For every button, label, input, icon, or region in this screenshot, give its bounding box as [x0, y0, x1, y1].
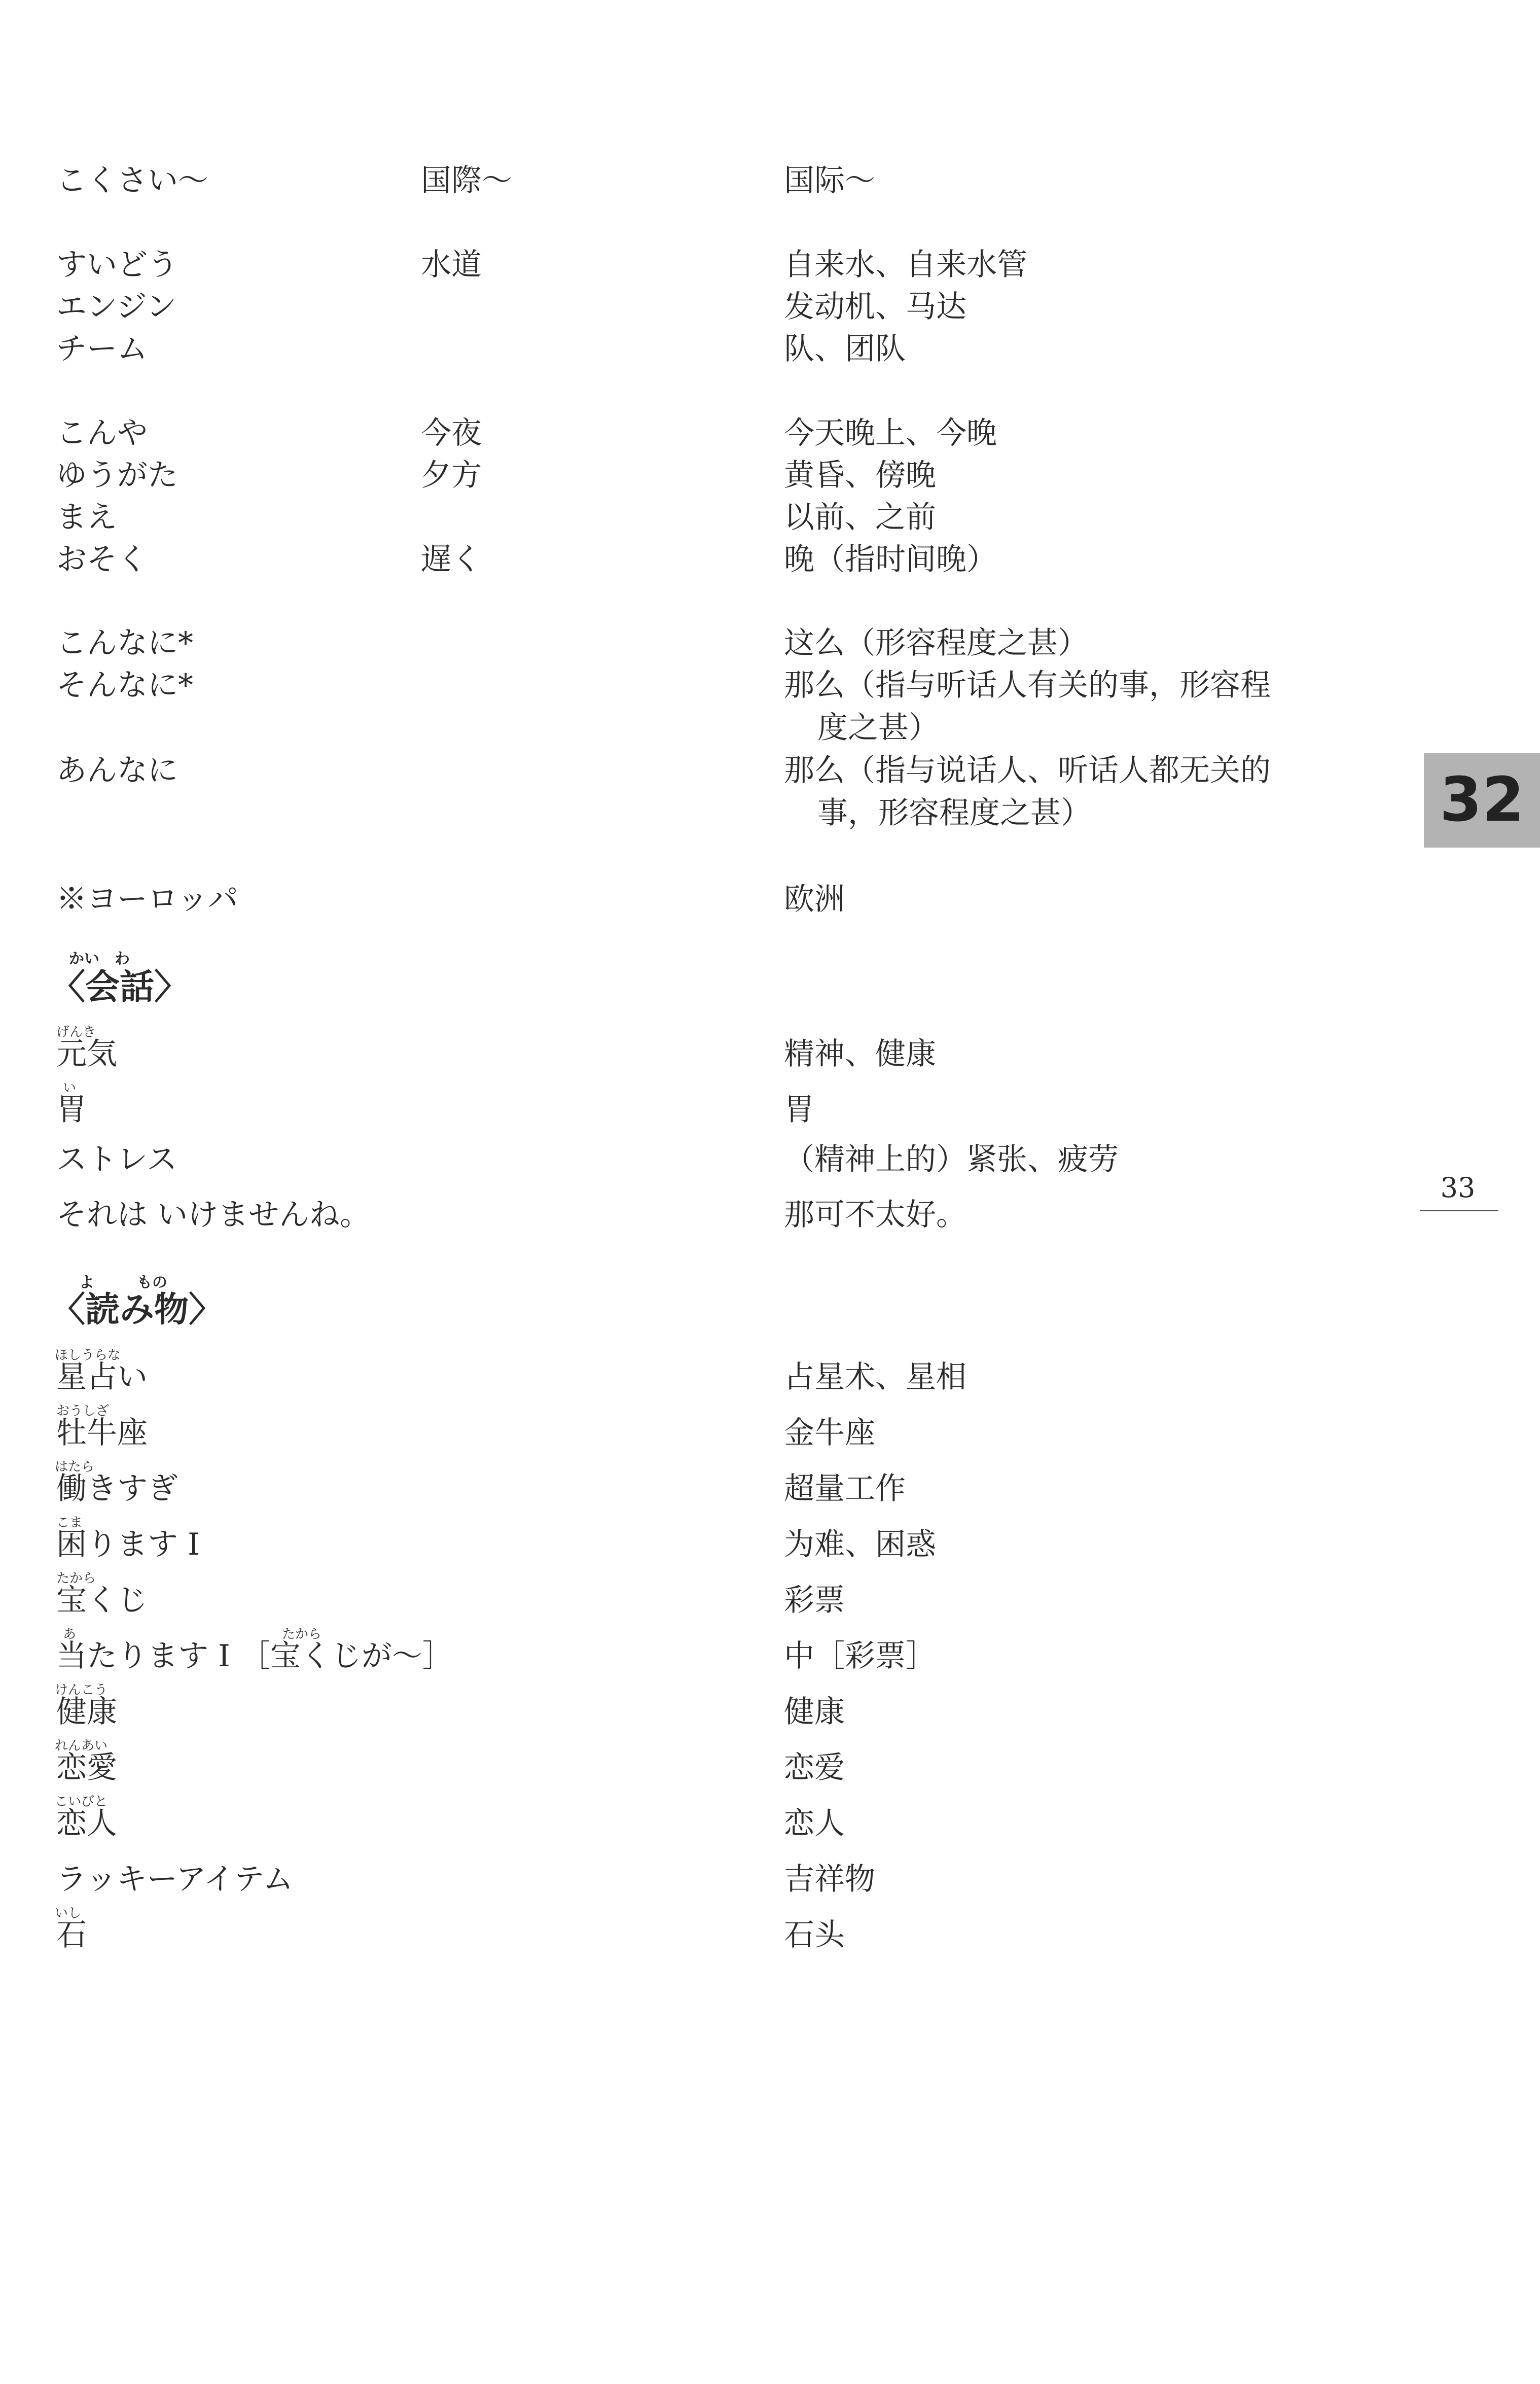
meaning: 恋人 [784, 1806, 845, 1841]
meaning: 这么（形容程度之甚） [784, 625, 1088, 661]
meaning: 黄昏、傍晚 [784, 458, 936, 493]
meaning: 发动机、马达 [784, 289, 966, 325]
vocab-row [0, 538, 1369, 581]
vocab-row [0, 1194, 1369, 1236]
word: それは いけませんね。 [56, 1197, 371, 1233]
meaning: 中［彩票］ [784, 1638, 936, 1674]
vocab-row [0, 454, 1369, 497]
heading-furigana: もの [137, 1274, 167, 1291]
furigana: こいびと [55, 1794, 108, 1809]
word: 働きすぎ [56, 1471, 178, 1506]
kanji-word: 国際〜 [421, 163, 512, 198]
meaning: 队、团队 [784, 331, 906, 367]
kana-word: すいどう [56, 247, 178, 283]
vocab-row [0, 1682, 1369, 1733]
word: 星占い [56, 1359, 148, 1395]
chapter-tab [1424, 753, 1540, 848]
vocab-row [0, 878, 1369, 921]
meaning: 恋爱 [784, 1750, 845, 1785]
meaning-continuation: 度之甚） [817, 710, 939, 746]
vocab-row [0, 243, 1369, 286]
section-heading-kaiwa [51, 950, 355, 1010]
word: 健康 [56, 1694, 117, 1730]
word: 当たります I ［宝くじが〜］ [56, 1638, 453, 1674]
meaning: 为难、困惑 [784, 1527, 936, 1562]
meaning: 彩票 [784, 1583, 845, 1618]
vocab-row [0, 1025, 1369, 1075]
word: 宝くじ [56, 1583, 148, 1618]
meaning: 超量工作 [784, 1471, 906, 1506]
furigana: けんこう [55, 1682, 108, 1698]
vocab-row [0, 1515, 1369, 1566]
kana-word: ※ヨーロッパ [56, 882, 238, 917]
meaning: 自来水、自来水管 [784, 247, 1027, 283]
meaning: 那可不太好。 [784, 1197, 966, 1233]
vocab-row [0, 328, 1369, 370]
kana-word: おそく [56, 542, 148, 577]
section-title: 〈読み物〉 [51, 1290, 224, 1330]
meaning: 那么（指与听话人有关的事，形容程 [784, 668, 1271, 703]
meaning: 胃 [784, 1092, 814, 1128]
vocab-row [0, 1348, 1369, 1398]
vocab-row [0, 749, 1369, 792]
vocab-row [0, 664, 1369, 707]
word: 恋愛 [56, 1750, 117, 1785]
vocab-row [0, 286, 1369, 328]
vocab-row [0, 1138, 1369, 1181]
vocab-row [0, 1459, 1369, 1510]
vocab-row [0, 1404, 1369, 1454]
page-number-rule [1420, 1210, 1498, 1211]
vocab-row [0, 622, 1369, 664]
vocab-row [0, 496, 1369, 539]
meaning: 以前、之前 [784, 500, 936, 535]
meaning: 占星术、星相 [784, 1359, 966, 1395]
meaning-continuation: 事，形容程度之甚） [817, 795, 1091, 831]
kana-word: こくさい〜 [56, 163, 208, 198]
meaning: 今天晚上、今晚 [784, 415, 997, 451]
kanji-word: 水道 [421, 247, 482, 283]
vocab-row [0, 1738, 1369, 1789]
kana-word: あんなに [56, 753, 178, 788]
meaning: 金牛座 [784, 1415, 875, 1451]
word: 胃 [56, 1092, 87, 1128]
meaning: 精神、健康 [784, 1036, 936, 1072]
section-title: 〈会話〉 [51, 967, 189, 1007]
furigana: おうしざ [56, 1404, 110, 1419]
kanji-word: 夕方 [421, 458, 482, 493]
meaning: 国际〜 [784, 163, 875, 198]
kana-word: チーム [56, 331, 148, 367]
word: 元気 [56, 1036, 117, 1072]
vocab-row [0, 159, 1369, 202]
kana-word: こんや [56, 415, 148, 451]
kana-word: こんなに* [56, 625, 193, 661]
word: 牡牛座 [56, 1415, 148, 1451]
heading-furigana: わ [115, 950, 130, 968]
meaning: 晚（指时间晚） [784, 542, 997, 577]
word: 石 [56, 1917, 87, 1953]
meaning: （精神上的）紧张、疲劳 [784, 1142, 1119, 1177]
heading-furigana: かい [69, 950, 99, 968]
word: 恋人 [56, 1806, 117, 1841]
section-heading-yomimono [51, 1274, 355, 1333]
kana-word: まえ [56, 500, 117, 535]
vocab-row [0, 1858, 1369, 1901]
vocab-row [0, 1627, 1369, 1677]
vocab-row [0, 1794, 1369, 1845]
furigana: れんあい [55, 1738, 108, 1754]
vocab-row [0, 1906, 1369, 1956]
vocab-row [0, 412, 1369, 454]
furigana: げんき [56, 1025, 96, 1040]
furigana: はたら [55, 1459, 95, 1475]
meaning: 吉祥物 [784, 1862, 875, 1897]
word: 困ります I [56, 1527, 200, 1562]
furigana: たから [56, 1571, 96, 1586]
meaning: 欧洲 [784, 882, 845, 917]
page-number: 33 [1440, 1172, 1476, 1204]
kana-word: そんなに* [56, 668, 193, 703]
chapter-number: 32 [1440, 765, 1524, 835]
meaning: 健康 [784, 1694, 845, 1730]
word: ストレス [56, 1142, 177, 1177]
meaning: 那么（指与说话人、听话人都无关的 [784, 753, 1271, 788]
furigana: い [63, 1080, 77, 1096]
furigana: ほしうらな [55, 1348, 121, 1363]
heading-furigana: よ [79, 1274, 94, 1291]
kanji-word: 今夜 [421, 415, 482, 451]
kana-word: エンジン [56, 289, 176, 325]
vocab-row [0, 1571, 1369, 1622]
furigana: あ [63, 1627, 77, 1642]
vocab-row [0, 1080, 1369, 1131]
furigana: いし [55, 1906, 82, 1921]
meaning: 石头 [784, 1917, 845, 1953]
furigana: こま [56, 1515, 83, 1530]
word: ラッキーアイテム [56, 1862, 294, 1897]
kana-word: ゆうがた [56, 458, 178, 493]
kanji-word: 遅く [421, 542, 482, 577]
furigana: たから [282, 1627, 322, 1642]
